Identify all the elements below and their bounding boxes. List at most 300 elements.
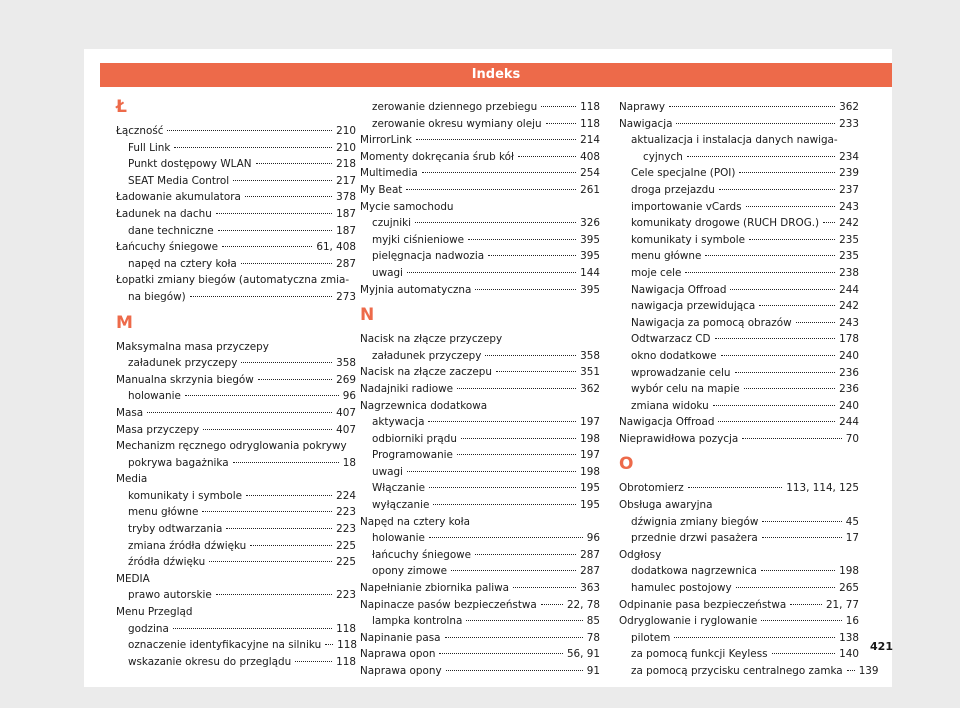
index-entry-pages: 273 [336,290,356,303]
section-letter: N [360,305,375,326]
dot-leader [823,222,835,223]
index-entry-pages: 85 [586,615,600,628]
index-entry-pages: 287 [336,257,356,270]
index-entry [619,414,859,431]
index-entry-pages: 56, 91 [566,648,600,661]
index-entry-term: Nawigacja za pomocą obrazów [631,316,792,329]
index-entry [619,215,859,232]
index-entry [116,637,356,654]
dot-leader [233,462,339,463]
index-entry-pages: 408 [580,150,600,163]
index-entry-term: opony zimowe [372,565,448,578]
index-entry-pages: 139 [858,665,879,677]
dot-leader [847,670,855,671]
dot-leader [713,405,835,406]
index-entry [619,265,859,282]
index-entry-pages: 239 [839,167,859,180]
dot-leader [488,255,576,256]
index-entry [360,431,600,448]
index-entry-pages: 70 [845,432,859,445]
index-entry-pages: 261 [580,183,600,196]
index-entry-pages: 21, 77 [825,598,859,611]
index-entry-term: Odpinanie pasa bezpieczeństwa [619,598,787,611]
index-entry [360,381,600,398]
index-entry-term: źródła dźwięku [128,556,206,569]
index-entry-pages: 235 [839,233,859,246]
index-entry-pages: 144 [580,266,600,279]
dot-leader [147,412,332,413]
index-entry [619,630,859,647]
index-entry-pages: 395 [580,283,600,296]
index-heading: Nacisk na złącze przyczepy [360,333,503,346]
dot-leader [475,289,576,290]
dot-leader [669,106,835,107]
index-entry [360,414,600,431]
dot-leader [496,371,576,372]
index-entry [116,173,356,190]
index-entry-term: SEAT Media Control [128,174,230,187]
index-entry-term: nawigacja przewidująca [631,300,756,313]
dot-leader [451,570,576,571]
index-entry-term-line: Łopatki zmiany biegów (automatyczna zmia- [116,274,350,287]
dot-leader [203,429,332,430]
index-entry [360,497,600,514]
index-entry [360,215,600,232]
index-entry-pages: 118 [336,622,356,635]
index-entry [116,521,356,538]
index-entry-term: wyłączanie [372,499,430,512]
index-entry [619,331,859,348]
dot-leader [466,620,582,621]
dot-leader [216,213,332,214]
dot-leader [457,454,576,455]
index-entry [619,613,859,630]
index-entry [116,455,356,472]
index-entry-term: uwagi [372,266,403,279]
index-entry [360,447,600,464]
index-entry [116,621,356,638]
index-entry-term: cyjnych [643,150,683,163]
index-entry-pages: 407 [336,423,356,436]
index-entry [360,99,600,116]
index-entry-pages: 197 [580,449,600,462]
index-entry [619,248,859,265]
index-entry-term: My Beat [360,183,403,196]
index-entry-term: prawo autorskie [128,589,212,602]
dot-leader [718,421,835,422]
index-entry-pages: 378 [336,191,356,204]
index-entry-term: Masa przyczepy [116,423,200,436]
index-entry [619,663,879,680]
index-entry-pages: 78 [586,631,600,644]
index-entry [360,132,600,149]
index-entry-term: czujniki [372,217,412,230]
index-entry-term: zmiana źródła dźwięku [128,539,247,552]
dot-leader [687,156,835,157]
dot-leader [541,604,563,605]
index-entry-pages: 223 [336,589,356,602]
index-entry [360,165,600,182]
index-entry [116,206,356,223]
index-entry-pages: 214 [580,134,600,147]
index-entry-term: myjki ciśnieniowe [372,233,464,246]
index-entry-term: oznaczenie identyfikacyjne na silniku [128,639,322,652]
index-entry-term-line: Mechanizm ręcznego odryglowania pokrywy [116,440,347,453]
index-entry-pages: 358 [336,357,356,370]
section-letter: O [619,454,634,475]
index-entry-pages: 218 [336,158,356,171]
dot-leader [761,620,842,621]
index-entry-term: załadunek przyczepy [128,357,238,370]
index-entry-term: Napinacze pasów bezpieczeństwa [360,598,537,611]
index-entry [360,149,600,166]
index-entry-term: Włączanie [372,482,425,495]
index-heading: Media [116,473,148,486]
section-letter: M [116,312,133,333]
index-entry [116,422,356,439]
dot-leader [256,163,333,164]
index-entry-pages: 210 [336,141,356,154]
index-entry [619,514,859,531]
dot-leader [428,421,576,422]
index-entry-term: komunikaty drogowe (RUCH DROG.) [631,217,820,230]
index-entry [116,189,356,206]
index-entry-pages: 351 [580,366,600,379]
dot-leader [407,272,576,273]
index-column-2 [360,99,600,680]
dot-leader [676,123,835,124]
index-entry [116,123,356,140]
dot-leader [446,670,583,671]
index-entry [360,464,600,481]
index-heading: Menu Przegląd [116,606,193,619]
index-heading: Odgłosy [619,548,662,561]
dot-leader [445,637,583,638]
index-entry-pages: 362 [839,101,859,113]
index-entry-term: Nawigacja [619,117,673,130]
dot-leader [762,537,842,538]
dot-leader [746,206,836,207]
index-entry-pages: 138 [839,631,859,644]
index-entry-term: odbiorniki prądu [372,432,457,445]
index-heading: Maksymalna masa przyczepy [116,340,269,353]
dot-leader [167,130,332,131]
index-entry-pages: 395 [580,233,600,246]
index-entry [360,547,600,564]
dot-leader [705,255,835,256]
dot-leader [433,504,576,505]
dot-leader [790,604,822,605]
index-entry-pages: 113, 114, 125 [786,482,859,495]
index-entry-pages: 225 [336,539,356,552]
index-entry-term: Ładowanie akumulatora [116,191,241,204]
index-entry [116,388,356,405]
index-entry-term: Nawigacja Offroad [631,283,727,296]
index-entry [619,381,859,398]
dot-leader [719,189,835,190]
index-entry-pages: 363 [580,582,600,595]
dot-leader [250,545,332,546]
index-entry [619,149,859,166]
index-entry-pages: 254 [580,167,600,180]
index-entry-term: Obrotomierz [619,482,684,495]
dot-leader [241,263,332,264]
index-entry [619,298,859,315]
index-entry-pages: 243 [839,316,859,329]
index-entry-pages: 242 [839,300,859,313]
index-entry [360,580,600,597]
index-entry-pages: 187 [336,207,356,220]
index-entry-pages: 118 [580,101,600,113]
index-entry-pages: 237 [839,183,859,196]
index-entry-term: zerowanie okresu wymiany oleju [372,117,542,130]
index-entry-term: Nacisk na złącze zaczepu [360,366,492,379]
index-entry-pages: 198 [580,465,600,478]
index-entry-term: Naprawa opon [360,648,436,661]
dot-leader [546,123,577,124]
index-entry-term: komunikaty i symbole [128,489,243,502]
index-entry [360,597,600,614]
dot-leader [744,388,835,389]
index-heading: MEDIA [116,572,150,585]
dot-leader [174,147,332,148]
dot-leader [721,355,836,356]
index-entry [619,398,859,415]
index-entry-pages: 91 [586,665,600,677]
index-entry [116,488,356,505]
dot-leader [407,471,576,472]
index-entry-pages: 187 [336,224,356,237]
index-entry-term: załadunek przyczepy [372,349,482,362]
index-entry [116,405,356,422]
index-entry [619,530,859,547]
dot-leader [739,172,835,173]
dot-leader [742,438,841,439]
index-entry-term: holowanie [128,390,181,403]
index-entry-term: łańcuchy śniegowe [372,548,472,561]
index-entry-term: wskazanie okresu do przeglądu [128,655,292,668]
index-entry-term: zmiana widoku [631,399,709,412]
index-entry-term: Cele specjalne (POI) [631,167,736,180]
dot-leader [715,338,836,339]
index-entry-pages: 225 [336,556,356,569]
index-entry-pages: 236 [839,383,859,396]
dot-leader [468,239,576,240]
dot-leader [218,230,333,231]
index-entry-pages: 118 [580,117,600,130]
index-entry-pages: 22, 78 [566,598,600,611]
section-letter: Ł [116,97,127,117]
index-entry-term: Naprawa opony [360,665,442,677]
dot-leader [295,661,332,662]
index-entry-pages: 96 [586,532,600,545]
dot-leader [762,521,841,522]
dot-leader [325,644,333,645]
index-entry-term: aktywacja [372,416,425,429]
index-entry-term: Full Link [128,141,171,154]
index-entry [619,480,859,497]
index-entry-pages: 198 [580,432,600,445]
index-entry-pages: 223 [336,506,356,519]
dot-leader [222,246,312,247]
index-entry-term: pilotem [631,631,671,644]
index-entry [619,563,859,580]
index-entry-term: okno dodatkowe [631,349,717,362]
index-entry-pages: 287 [580,548,600,561]
dot-leader [518,156,576,157]
index-heading: Obsługa awaryjna [619,499,713,512]
index-entry [619,348,859,365]
index-entry [116,372,356,389]
index-column-1 [116,99,356,670]
dot-leader [736,587,836,588]
index-entry-term: Napełnianie zbiornika paliwa [360,582,510,595]
dot-leader [730,289,835,290]
index-entry-term: godzina [128,622,169,635]
index-entry-pages: 238 [839,266,859,279]
index-entry-term: dźwignia zmiany biegów [631,515,759,528]
index-entry-term: Punkt dostępowy WLAN [128,158,252,171]
index-entry [360,530,600,547]
index-entry-term: hamulec postojowy [631,582,732,595]
index-entry-pages: 195 [580,482,600,495]
index-entry-pages: 118 [336,655,356,668]
index-entry-pages: 236 [839,366,859,379]
index-entry-pages: 224 [336,489,356,502]
index-entry [619,165,859,182]
dot-leader [759,305,835,306]
index-entry [360,480,600,497]
index-entry [619,199,859,216]
dot-leader [429,487,576,488]
index-entry-term: holowanie [372,532,425,545]
dot-leader [258,379,332,380]
dot-leader [173,628,332,629]
index-entry-term-line: aktualizacja i instalacja danych nawiga- [631,134,838,147]
index-entry-term: dane techniczne [128,224,214,237]
index-entry [360,265,600,282]
index-entry-pages: 223 [336,523,356,536]
dot-leader [209,561,332,562]
index-entry-term: wybór celu na mapie [631,383,740,396]
dot-leader [457,388,576,389]
index-entry-pages: 244 [839,283,859,296]
dot-leader [749,239,835,240]
index-entry-term: zerowanie dziennego przebiegu [372,101,538,113]
index-entry [116,289,356,306]
index-entry-term: uwagi [372,465,403,478]
index-entry-term: na biegów) [128,290,186,303]
index-entry [619,431,859,448]
dot-leader [685,272,835,273]
index-entry-term: przednie drzwi pasażera [631,532,758,545]
index-entry-pages: 16 [845,615,859,628]
index-entry-pages: 118 [337,639,357,652]
index-entry-pages: 140 [839,648,859,661]
index-heading: Napęd na cztery koła [360,515,470,528]
index-entry [360,182,600,199]
dot-leader [761,570,835,571]
dot-leader [429,537,583,538]
index-entry [116,355,356,372]
index-entry-term: Odryglowanie i ryglowanie [619,615,758,628]
index-entry-pages: 240 [839,349,859,362]
index-entry [360,282,600,299]
index-entry [360,563,600,580]
index-entry-term: Momenty dokręcania śrub kół [360,150,514,163]
index-entry [360,348,600,365]
index-entry-term: menu główne [631,250,702,263]
index-entry [116,504,356,521]
dot-leader [485,355,576,356]
index-entry-term: Łączność [116,125,164,137]
index-entry [360,613,600,630]
index-entry-term: Multimedia [360,167,418,180]
index-entry-term: Odtwarzacz CD [631,333,711,346]
index-entry-pages: 234 [839,150,859,163]
index-entry-pages: 210 [336,125,356,137]
index-entry-term: Myjnia automatyczna [360,283,472,296]
dot-leader [185,395,339,396]
index-entry [116,554,356,571]
index-entry-term: importowanie vCards [631,200,742,213]
index-entry [116,654,356,671]
index-entry-pages: 240 [839,399,859,412]
index-entry [619,182,859,199]
dot-leader [475,554,576,555]
index-entry-pages: 243 [839,200,859,213]
index-entry-term: komunikaty i symbole [631,233,746,246]
index-entry-term: Nawigacja Offroad [619,416,715,429]
index-entry-pages: 18 [342,456,356,469]
dot-leader [202,511,332,512]
index-entry [360,364,600,381]
index-entry [619,597,859,614]
index-entry [116,538,356,555]
index-entry-term: napęd na cztery koła [128,257,237,270]
index-heading: Mycie samochodu [360,200,454,213]
index-entry-pages: 197 [580,416,600,429]
index-entry-pages: 198 [839,565,859,578]
index-entry-pages: 265 [839,582,859,595]
dot-leader [415,222,576,223]
dot-leader [226,528,332,529]
dot-leader [216,594,332,595]
index-entry-term: Masa [116,406,144,419]
index-entry-term: lampka kontrolna [372,615,463,628]
index-entry [360,646,600,663]
dot-leader [513,587,576,588]
index-entry-term: Ładunek na dachu [116,207,212,220]
dot-leader [735,372,836,373]
index-entry-pages: 395 [580,250,600,263]
index-entry [116,223,356,240]
index-entry-term: moje cele [631,266,682,279]
index-entry-pages: 17 [845,532,859,545]
index-entry-term: dodatkowa nagrzewnica [631,565,757,578]
index-entry-pages: 195 [580,499,600,512]
index-entry-pages: 45 [845,515,859,528]
index-entry [619,646,859,663]
index-entry-term: Napinanie pasa [360,631,441,644]
index-entry-term: za pomocą funkcji Keyless [631,648,768,661]
index-entry-pages: 362 [580,382,600,395]
index-entry-pages: 233 [839,117,859,130]
index-entry [116,256,356,273]
index-entry-pages: 235 [839,250,859,263]
index-entry [360,663,600,680]
index-entry [360,116,600,133]
